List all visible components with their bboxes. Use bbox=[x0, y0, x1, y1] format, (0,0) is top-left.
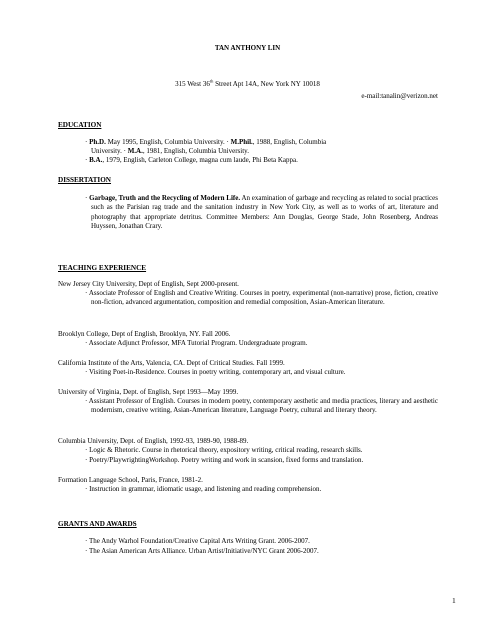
teaching-description: · Assistant Professor of English. Courses in modern poetry, contemporary aesthetic and media practices, literary and aesthetic modernism, creative writing, Asian-American literature, Language Poetry, cultural and literary theory. bbox=[85, 397, 438, 415]
teaching-description: · Logic & Rhetoric. Course in rhetorical theory, expository writing, critical reading, research skills. bbox=[85, 446, 363, 454]
teaching-description: · Associate Adjunct Professor, MFA Tutorial Program. Undergraduate program. bbox=[85, 339, 308, 347]
education-ba-line: · B.A., 1979, English, Carleton College, magna cum laude, Phi Beta Kappa. bbox=[85, 156, 298, 164]
teaching-description: · Associate Professor of English and Creative Writing. Courses in poetry, experimental (non-narrative) prose, fiction, creative non-fiction, advanced argumentation, composition and remedial composition, Asian-American literature. bbox=[85, 289, 438, 307]
teaching-institution: Brooklyn College, Dept of English, Brooklyn, NY. Fall 2006. bbox=[58, 330, 231, 338]
section-heading-education: EDUCATION bbox=[58, 121, 102, 129]
teaching-institution: Columbia University, Dept. of English, 1992-93, 1989-90, 1988-89. bbox=[58, 437, 249, 445]
teaching-description: · Poetry/PlaywrightingWorkshop. Poetry writing and work in scansion, fixed forms and translation. bbox=[85, 456, 364, 464]
page-number: 1 bbox=[452, 596, 456, 605]
section-heading-dissertation: DISSERTATION bbox=[58, 176, 112, 184]
address-line: 315 West 36th Street Apt 14A, New York NY 10018 bbox=[175, 78, 320, 88]
teaching-description: · Visiting Poet-in-Residence. Courses in poetry writing, contemporary art, and visual culture. bbox=[85, 368, 346, 376]
teaching-institution: California Institute of the Arts, Valencia, CA. Dept of Critical Studies. Fall 1999. bbox=[58, 359, 285, 367]
teaching-institution: Formation Language School, Paris, France, 1981-2. bbox=[58, 476, 203, 484]
email-line: e-mail:tanalin@verizon.net bbox=[361, 92, 438, 100]
teaching-institution: University of Virginia, Dept. of English, Sept 1993—May 1999. bbox=[58, 388, 239, 396]
section-heading-teaching: TEACHING EXPERIENCE bbox=[58, 264, 147, 272]
education-phd-line: · Ph.D. May 1995, English, Columbia University. · M.Phil., 1988, English, Columbia bbox=[85, 138, 327, 146]
section-heading-grants: GRANTS AND AWARDS bbox=[58, 520, 137, 528]
teaching-institution: New Jersey City University, Dept of English, Sept 2000-present. bbox=[58, 280, 239, 288]
education-ma-line: University. · M.A., 1981, English, Columbia University. bbox=[91, 147, 249, 155]
cv-name: TAN ANTHONY LIN bbox=[214, 44, 281, 52]
grant-item: · The Andy Warhol Foundation/Creative Capital Arts Writing Grant. 2006-2007. bbox=[85, 537, 310, 545]
dissertation-text: · Garbage, Truth and the Recycling of Modern Life. An examination of garbage and recycling as related to social practices such as the Parisian rag trade and the sanitation industry in New York City, as well as to works of art, literature and photography that appropriate detritus. Committee Members: Ann Douglas, George Stade, John Rosenberg, Andreas Huyssen, Jonathan Crary. bbox=[85, 194, 438, 231]
grant-item: · The Asian American Arts Alliance. Urban Artist/Initiative/NYC Grant 2006-2007. bbox=[85, 547, 319, 555]
teaching-description: · Instruction in grammar, idiomatic usage, and listening and reading comprehension. bbox=[85, 485, 322, 493]
